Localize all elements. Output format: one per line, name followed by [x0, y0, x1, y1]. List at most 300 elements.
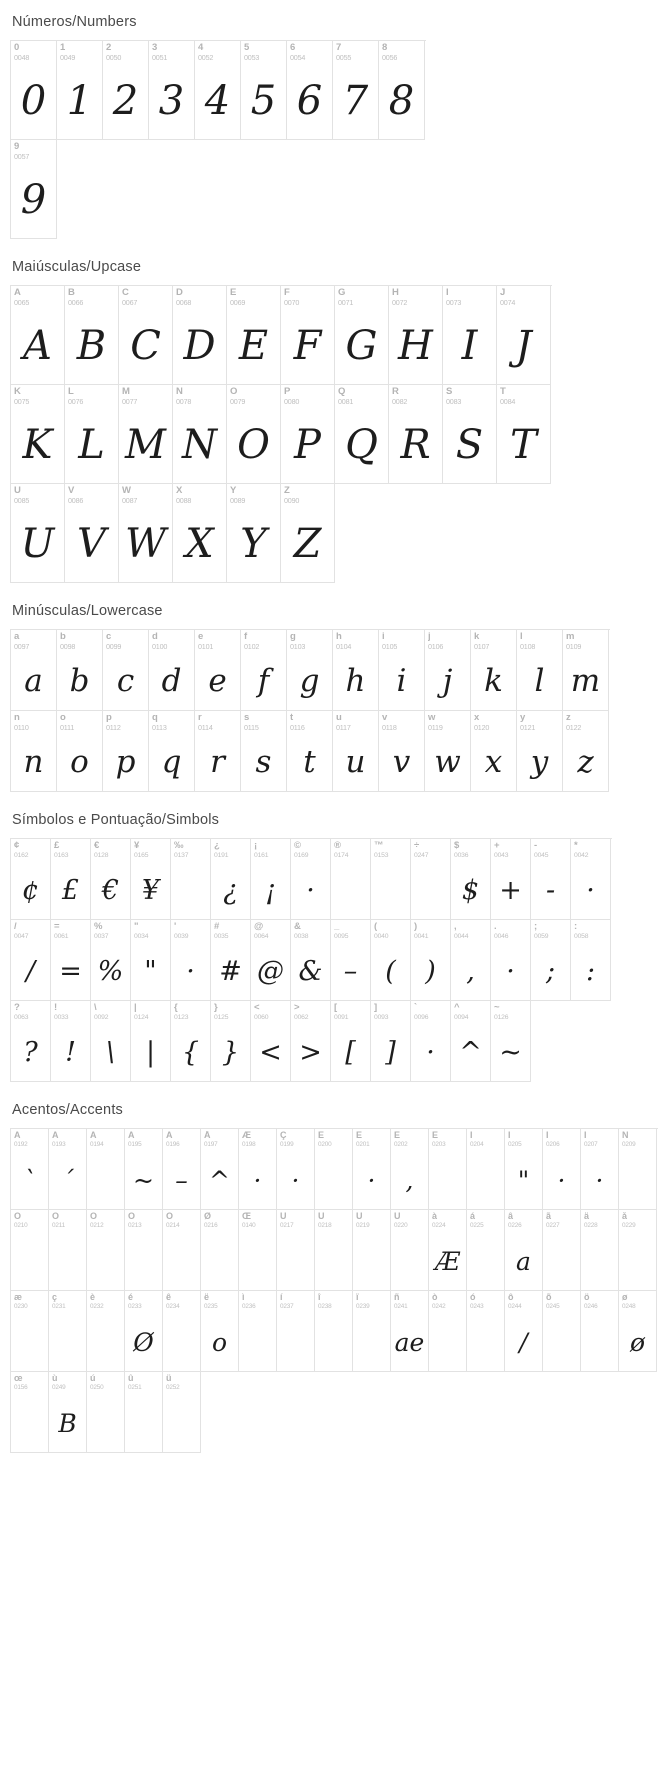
glyph-preview: Z — [293, 521, 322, 567]
glyph-cell[interactable] — [291, 1001, 331, 1082]
glyph-cell[interactable] — [391, 1210, 429, 1291]
glyph-cell[interactable] — [517, 630, 563, 711]
glyph-cell[interactable] — [353, 1291, 391, 1372]
glyph-char-label: S — [446, 387, 453, 397]
glyph-cell[interactable] — [65, 286, 119, 385]
glyph-code-label: 0212 — [90, 1222, 104, 1229]
glyph-code-label: 0043 — [494, 852, 509, 859]
glyph-cell[interactable] — [195, 630, 241, 711]
glyph-cell[interactable] — [11, 286, 65, 385]
glyph-cell[interactable] — [51, 1001, 91, 1082]
glyph-cell[interactable] — [619, 1129, 657, 1210]
glyph-code-label: 0123 — [174, 1014, 189, 1021]
glyph-preview: - — [545, 874, 556, 906]
glyph-code-label: 0204 — [470, 1141, 484, 1148]
glyph-cell[interactable] — [227, 385, 281, 484]
glyph-cell[interactable] — [125, 1210, 163, 1291]
glyph-code-label: 0036 — [454, 852, 469, 859]
glyph-cell[interactable] — [467, 1210, 505, 1291]
glyph-preview — [619, 1151, 656, 1209]
glyph-char-label: ã — [546, 1212, 552, 1221]
glyph-cell[interactable] — [125, 1372, 163, 1453]
glyph-meta — [379, 711, 424, 732]
glyph-meta — [163, 1291, 200, 1311]
glyph-cell[interactable] — [251, 839, 291, 920]
glyph-preview: · — [186, 955, 195, 987]
glyph-code-label: 0225 — [470, 1222, 484, 1229]
glyph-cell[interactable] — [91, 920, 131, 1001]
glyph-cell[interactable] — [149, 41, 195, 140]
glyph-cell[interactable] — [103, 41, 149, 140]
glyph-cell[interactable] — [467, 1129, 505, 1210]
glyph-cell[interactable] — [443, 286, 497, 385]
glyph-code-label: 0114 — [198, 723, 213, 732]
glyph-code-label: 0062 — [294, 1014, 309, 1021]
glyph-cell[interactable] — [391, 1291, 429, 1372]
glyph-preview: J — [515, 323, 532, 369]
glyph-meta — [411, 1001, 450, 1021]
glyph-char-label: Æ — [242, 1131, 251, 1140]
glyph-cell[interactable] — [11, 1129, 49, 1210]
glyph-preview: 3 — [158, 78, 185, 124]
glyph-cell[interactable] — [163, 1129, 201, 1210]
glyph-cell[interactable] — [11, 920, 51, 1001]
glyph-preview: u — [345, 743, 366, 780]
glyph-code-label: 0230 — [14, 1303, 28, 1310]
glyph-cell[interactable] — [87, 1129, 125, 1210]
glyph-meta — [11, 920, 50, 940]
glyph-cell[interactable] — [11, 1291, 49, 1372]
glyph-cell[interactable] — [429, 1291, 467, 1372]
glyph-code-label: 0075 — [14, 397, 30, 406]
glyph-cell[interactable] — [291, 839, 331, 920]
glyph-code-label: 0050 — [106, 53, 122, 62]
glyph-char-label: ~ — [494, 1003, 500, 1013]
glyph-char-label: ^ — [454, 1003, 460, 1013]
glyph-cell[interactable] — [227, 484, 281, 583]
glyph-meta — [531, 920, 570, 940]
glyph-cell[interactable] — [581, 1291, 619, 1372]
glyph-char-label: € — [94, 841, 100, 851]
glyph-preview: ø — [629, 1327, 646, 1357]
glyph-cell[interactable] — [119, 484, 173, 583]
glyph-char-label: % — [94, 922, 103, 932]
glyph-char-label: Â — [90, 1131, 97, 1140]
glyph-cell[interactable] — [505, 1210, 543, 1291]
glyph-cell[interactable] — [581, 1210, 619, 1291]
glyph-code-label: 0061 — [54, 933, 69, 940]
glyph-preview: E — [238, 323, 269, 369]
glyph-cell[interactable] — [241, 630, 287, 711]
glyph-grid — [10, 838, 612, 1082]
glyph-cell[interactable] — [131, 920, 171, 1001]
glyph-cell[interactable] — [163, 1210, 201, 1291]
glyph-code-label: 0034 — [134, 933, 149, 940]
glyph-cell[interactable] — [371, 920, 411, 1001]
glyph-preview: z — [577, 743, 594, 780]
glyph-cell[interactable] — [91, 839, 131, 920]
glyph-code-label: 0047 — [14, 933, 29, 940]
glyph-cell[interactable] — [281, 385, 335, 484]
glyph-cell[interactable] — [497, 385, 551, 484]
glyph-code-label: 0041 — [414, 933, 429, 940]
glyph-preview: ! — [65, 1036, 76, 1068]
glyph-cell[interactable] — [571, 920, 611, 1001]
glyph-cell[interactable] — [103, 630, 149, 711]
glyph-cell[interactable] — [563, 630, 609, 711]
glyph-cell[interactable] — [87, 1372, 125, 1453]
glyph-meta — [11, 1210, 48, 1230]
glyph-char-label: 1 — [60, 43, 66, 53]
glyph-preview: / — [25, 955, 36, 987]
glyph-cell[interactable] — [411, 839, 451, 920]
glyph-char-label: 2 — [106, 43, 112, 53]
glyph-meta — [57, 630, 102, 651]
glyph-cell[interactable] — [201, 1210, 239, 1291]
glyph-meta — [11, 839, 50, 859]
glyph-cell[interactable] — [471, 711, 517, 792]
glyph-cell[interactable] — [505, 1129, 543, 1210]
glyph-code-label: 0126 — [494, 1014, 509, 1021]
glyph-cell[interactable] — [49, 1210, 87, 1291]
glyph-meta — [277, 1210, 314, 1230]
glyph-code-label: 0213 — [128, 1222, 142, 1229]
glyph-cell[interactable] — [425, 630, 471, 711]
glyph-meta — [49, 1210, 86, 1230]
glyph-section — [10, 1088, 651, 1453]
glyph-code-label: 0065 — [14, 298, 30, 307]
glyph-char-label: â — [508, 1212, 514, 1221]
glyph-meta — [195, 41, 240, 62]
glyph-cell[interactable] — [335, 385, 389, 484]
glyph-char-label: Õ — [128, 1212, 136, 1221]
glyph-cell[interactable] — [315, 1291, 353, 1372]
glyph-char-label: û — [128, 1374, 134, 1383]
glyph-cell[interactable] — [119, 385, 173, 484]
glyph-cell[interactable] — [371, 839, 411, 920]
glyph-meta — [227, 286, 280, 307]
glyph-char-label: É — [356, 1131, 363, 1140]
glyph-preview: $ — [461, 874, 480, 906]
glyph-cell[interactable] — [531, 839, 571, 920]
glyph-char-label: h — [336, 632, 342, 642]
glyph-code-label: 0053 — [244, 53, 260, 62]
glyph-char-label: f — [244, 632, 248, 642]
glyph-char-label: æ — [14, 1293, 23, 1302]
glyph-code-label: 0073 — [446, 298, 462, 307]
glyph-cell[interactable] — [51, 920, 91, 1001]
glyph-code-label: 0080 — [284, 397, 300, 406]
glyph-code-label: 0229 — [622, 1222, 636, 1229]
glyph-meta — [277, 1129, 314, 1149]
glyph-cell[interactable] — [619, 1210, 657, 1291]
glyph-char-label: Ô — [90, 1212, 98, 1221]
glyph-cell[interactable] — [11, 711, 57, 792]
glyph-cell[interactable] — [287, 630, 333, 711]
glyph-cell[interactable] — [173, 385, 227, 484]
glyph-meta — [491, 1001, 530, 1021]
glyph-cell[interactable] — [49, 1372, 87, 1453]
glyph-cell[interactable] — [287, 711, 333, 792]
glyph-cell[interactable] — [125, 1291, 163, 1372]
glyph-meta — [241, 630, 286, 651]
glyph-preview — [277, 1232, 314, 1290]
glyph-cell[interactable] — [281, 286, 335, 385]
glyph-cell[interactable] — [335, 286, 389, 385]
glyph-cell[interactable] — [163, 1291, 201, 1372]
glyph-cell[interactable] — [211, 1001, 251, 1082]
glyph-char-label: à — [432, 1212, 438, 1221]
glyph-cell[interactable] — [57, 630, 103, 711]
glyph-code-label: 0076 — [68, 397, 84, 406]
glyph-code-label: 0121 — [520, 723, 536, 732]
glyph-cell[interactable] — [571, 839, 611, 920]
glyph-code-label: 0082 — [392, 397, 408, 406]
glyph-cell[interactable] — [11, 41, 57, 140]
glyph-cell[interactable] — [429, 1210, 467, 1291]
glyph-cell[interactable] — [391, 1129, 429, 1210]
section-title: Maiúsculas/Upcase — [12, 259, 142, 275]
glyph-code-label: 0119 — [428, 723, 443, 732]
glyph-char-label: c — [106, 632, 112, 642]
glyph-code-label: 0234 — [166, 1303, 180, 1310]
glyph-cell[interactable] — [173, 484, 227, 583]
glyph-code-label: 0045 — [534, 852, 549, 859]
glyph-char-label: & — [294, 922, 301, 932]
glyph-cell[interactable] — [425, 711, 471, 792]
glyph-cell[interactable] — [379, 711, 425, 792]
glyph-cell[interactable] — [11, 1372, 49, 1453]
glyph-char-label: Ü — [394, 1212, 401, 1221]
glyph-char-label: r — [198, 713, 202, 723]
glyph-cell[interactable] — [333, 41, 379, 140]
glyph-meta — [65, 484, 118, 505]
glyph-preview: : — [585, 955, 596, 987]
glyph-cell[interactable] — [443, 385, 497, 484]
glyph-meta — [49, 1129, 86, 1149]
glyph-cell[interactable] — [563, 711, 609, 792]
glyph-cell[interactable] — [11, 1210, 49, 1291]
glyph-meta — [581, 1129, 618, 1149]
glyph-cell[interactable] — [201, 1291, 239, 1372]
glyph-cell[interactable] — [51, 839, 91, 920]
glyph-cell[interactable] — [195, 41, 241, 140]
glyph-cell[interactable] — [353, 1210, 391, 1291]
glyph-preview — [239, 1313, 276, 1371]
glyph-cell[interactable] — [125, 1129, 163, 1210]
glyph-cell[interactable] — [277, 1129, 315, 1210]
glyph-meta — [251, 839, 290, 859]
glyph-cell[interactable] — [11, 630, 57, 711]
glyph-cell[interactable] — [371, 1001, 411, 1082]
glyph-cell[interactable] — [239, 1129, 277, 1210]
glyph-cell[interactable] — [171, 920, 211, 1001]
glyph-meta — [451, 1001, 490, 1021]
glyph-code-label: 0092 — [94, 1014, 109, 1021]
glyph-preview: 9 — [20, 177, 47, 223]
glyph-cell[interactable] — [149, 630, 195, 711]
glyph-cell[interactable] — [543, 1291, 581, 1372]
glyph-cell[interactable] — [429, 1129, 467, 1210]
glyph-cell[interactable] — [173, 286, 227, 385]
glyph-preview: f — [257, 662, 270, 699]
glyph-char-label: È — [318, 1131, 325, 1140]
glyph-cell[interactable] — [241, 711, 287, 792]
glyph-meta — [173, 286, 226, 307]
glyph-char-label: Ø — [204, 1212, 212, 1221]
glyph-cell[interactable] — [277, 1291, 315, 1372]
glyph-cell[interactable] — [315, 1210, 353, 1291]
glyph-cell[interactable] — [281, 484, 335, 583]
glyph-cell[interactable] — [451, 920, 491, 1001]
glyph-cell[interactable] — [11, 484, 65, 583]
glyph-cell[interactable] — [331, 920, 371, 1001]
glyph-code-label: 0252 — [166, 1384, 180, 1391]
glyph-char-label: ¡ — [254, 841, 258, 851]
glyph-cell[interactable] — [11, 385, 65, 484]
glyph-preview: H — [398, 323, 433, 369]
glyph-code-label: 0227 — [546, 1222, 560, 1229]
glyph-cell[interactable] — [131, 839, 171, 920]
glyph-cell[interactable] — [491, 839, 531, 920]
glyph-char-label: Ó — [52, 1212, 60, 1221]
glyph-code-label: 0161 — [254, 852, 269, 859]
glyph-char-label: # — [214, 922, 220, 932]
glyph-cell[interactable] — [451, 839, 491, 920]
glyph-cell[interactable] — [103, 711, 149, 792]
glyph-cell[interactable] — [65, 385, 119, 484]
glyph-char-label: ì — [242, 1293, 245, 1302]
glyph-char-label: B — [68, 288, 75, 298]
glyph-meta — [425, 630, 470, 651]
glyph-grid — [10, 1128, 658, 1453]
glyph-char-label: U — [14, 486, 21, 496]
glyph-cell[interactable] — [619, 1291, 657, 1372]
glyph-cell[interactable] — [57, 711, 103, 792]
glyph-cell[interactable] — [87, 1291, 125, 1372]
glyph-cell[interactable] — [543, 1210, 581, 1291]
glyph-cell[interactable] — [195, 711, 241, 792]
glyph-cell[interactable] — [11, 839, 51, 920]
glyph-cell[interactable] — [333, 630, 379, 711]
glyph-meta — [389, 286, 442, 307]
glyph-cell[interactable] — [149, 711, 195, 792]
glyph-cell[interactable] — [239, 1291, 277, 1372]
glyph-char-label: ¢ — [14, 841, 20, 851]
glyph-code-label: 0107 — [474, 642, 490, 651]
glyph-cell[interactable] — [517, 711, 563, 792]
glyph-cell[interactable] — [331, 839, 371, 920]
glyph-cell[interactable] — [163, 1372, 201, 1453]
glyph-preview: 7 — [342, 78, 369, 124]
glyph-code-label: 0122 — [566, 723, 582, 732]
glyph-code-label: 0162 — [14, 852, 29, 859]
glyph-cell[interactable] — [467, 1291, 505, 1372]
glyph-cell[interactable] — [11, 140, 57, 239]
glyph-code-label: 0137 — [174, 852, 189, 859]
glyph-meta — [371, 1001, 410, 1021]
glyph-cell[interactable] — [543, 1129, 581, 1210]
glyph-cell[interactable] — [171, 839, 211, 920]
glyph-preview: – — [343, 955, 358, 987]
glyph-code-label: 0038 — [294, 933, 309, 940]
glyph-meta — [331, 1001, 370, 1021]
glyph-cell[interactable] — [491, 1001, 531, 1082]
glyph-cell[interactable] — [57, 41, 103, 140]
glyph-meta — [333, 41, 378, 62]
glyph-preview: S — [455, 422, 484, 468]
glyph-cell[interactable] — [241, 41, 287, 140]
glyph-cell[interactable] — [201, 1129, 239, 1210]
glyph-cell[interactable] — [389, 385, 443, 484]
glyph-cell[interactable] — [49, 1129, 87, 1210]
glyph-cell[interactable] — [119, 286, 173, 385]
glyph-cell[interactable] — [91, 1001, 131, 1082]
glyph-meta — [517, 630, 562, 651]
glyph-meta — [543, 1210, 580, 1230]
glyph-code-label: 0084 — [500, 397, 516, 406]
glyph-char-label: Û — [356, 1212, 363, 1221]
glyph-cell[interactable] — [11, 1001, 51, 1082]
glyph-cell[interactable] — [411, 920, 451, 1001]
glyph-cell[interactable] — [211, 839, 251, 920]
glyph-cell[interactable] — [333, 711, 379, 792]
glyph-meta — [57, 711, 102, 732]
glyph-cell[interactable] — [471, 630, 517, 711]
glyph-cell[interactable] — [87, 1210, 125, 1291]
glyph-cell[interactable] — [451, 1001, 491, 1082]
glyph-cell[interactable] — [389, 286, 443, 385]
glyph-cell[interactable] — [251, 920, 291, 1001]
glyph-cell[interactable] — [353, 1129, 391, 1210]
glyph-code-label: 0102 — [244, 642, 260, 651]
glyph-cell[interactable] — [581, 1129, 619, 1210]
glyph-cell[interactable] — [379, 630, 425, 711]
glyph-code-label: 0078 — [176, 397, 192, 406]
glyph-cell[interactable] — [531, 920, 571, 1001]
glyph-meta — [531, 839, 570, 859]
glyph-cell[interactable] — [131, 1001, 171, 1082]
glyph-char-label: > — [294, 1003, 300, 1013]
glyph-meta — [11, 385, 64, 406]
glyph-cell[interactable] — [497, 286, 551, 385]
glyph-char-label: 6 — [290, 43, 296, 53]
glyph-char-label: ó — [470, 1293, 476, 1302]
glyph-cell[interactable] — [211, 920, 251, 1001]
glyph-cell[interactable] — [379, 41, 425, 140]
glyph-cell[interactable] — [277, 1210, 315, 1291]
glyph-cell[interactable] — [65, 484, 119, 583]
glyph-code-label: 0199 — [280, 1141, 294, 1148]
glyph-cell[interactable] — [239, 1210, 277, 1291]
glyph-cell[interactable] — [505, 1291, 543, 1372]
glyph-cell[interactable] — [411, 1001, 451, 1082]
glyph-preview — [11, 1232, 48, 1290]
glyph-cell[interactable] — [491, 920, 531, 1001]
glyph-cell[interactable] — [227, 286, 281, 385]
glyph-cell[interactable] — [315, 1129, 353, 1210]
glyph-meta — [11, 1129, 48, 1149]
glyph-cell[interactable] — [49, 1291, 87, 1372]
glyph-cell[interactable] — [287, 41, 333, 140]
glyph-code-label: 0055 — [336, 53, 352, 62]
glyph-cell[interactable] — [251, 1001, 291, 1082]
glyph-cell[interactable] — [331, 1001, 371, 1082]
glyph-preview: · — [306, 874, 315, 906]
glyph-cell[interactable] — [171, 1001, 211, 1082]
glyph-cell[interactable] — [291, 920, 331, 1001]
glyph-preview: ¢ — [21, 874, 40, 906]
